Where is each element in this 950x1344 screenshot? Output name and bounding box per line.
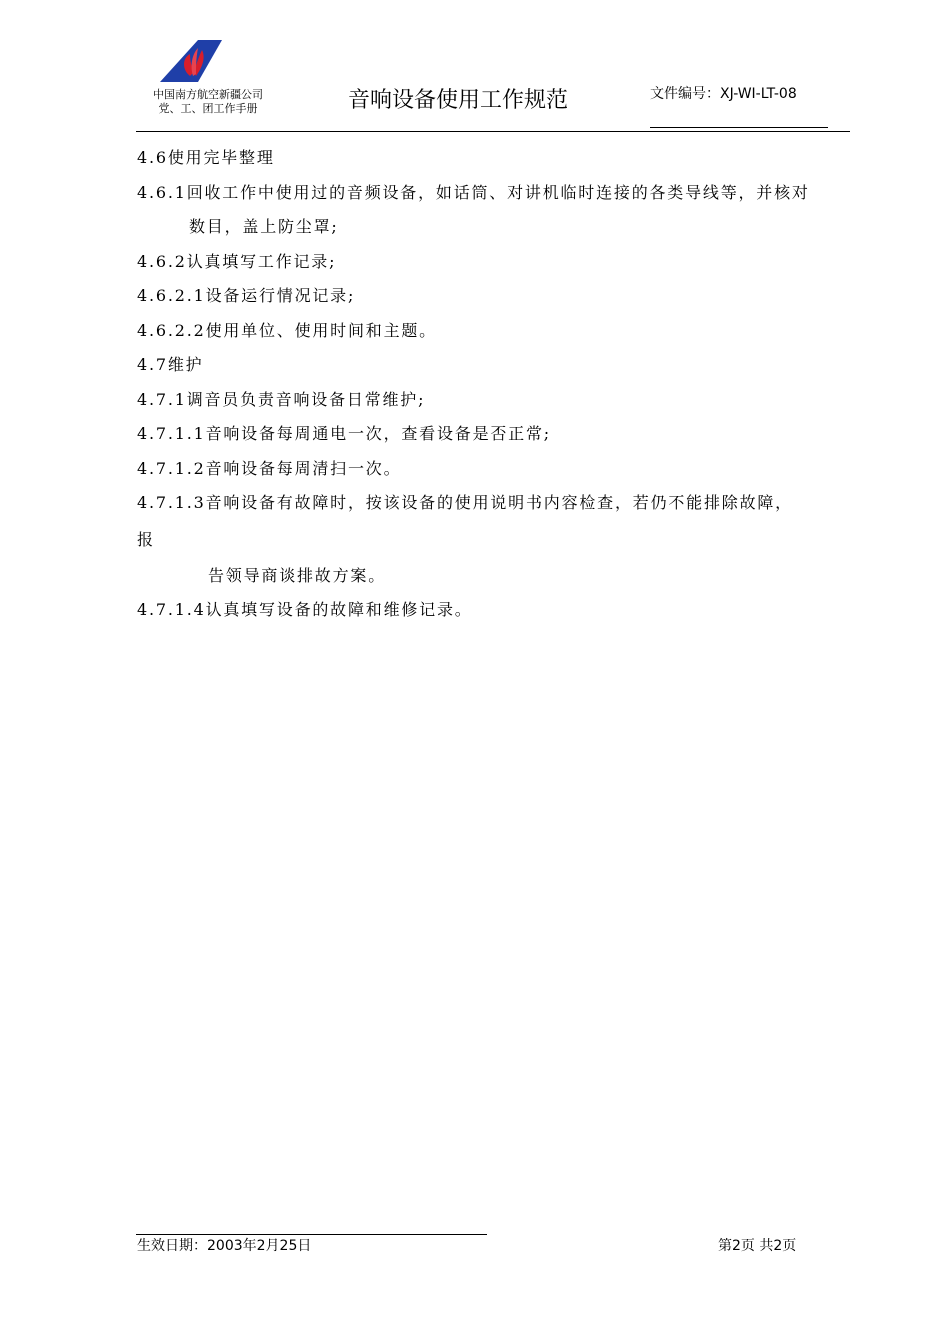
footer-rule: [136, 1234, 487, 1235]
page-number: 第2页 共2页: [718, 1238, 797, 1254]
effective-date: 生效日期：2003年2月25日: [137, 1238, 312, 1254]
company-name: [146, 88, 270, 116]
body-line: 告领导商谈排故方案。: [208, 566, 387, 585]
document-title: 音响设备使用工作规范: [348, 88, 569, 113]
body-line: 4.7.1调音员负责音响设备日常维护;: [137, 390, 426, 409]
body-line: 报: [137, 530, 155, 549]
body-line: 4.7.1.3音响设备有故障时，按该设备的使用说明书内容检查，若仍不能排除故障，: [137, 493, 793, 512]
body-line: 4.7.1.2音响设备每周清扫一次。: [137, 459, 402, 478]
body-line: 4.6使用完毕整理: [137, 148, 275, 167]
company-line-1: 中国南方航空新疆公司: [153, 88, 263, 101]
body-line: 4.6.2认真填写工作记录;: [137, 252, 337, 271]
document-number: 文件编号：XJ-WI-LT-08: [650, 86, 797, 102]
body-line: 4.6.2.1设备运行情况记录;: [137, 286, 356, 305]
company-line-2: 党、工、团工作手册: [158, 102, 258, 115]
body-line: 数目，盖上防尘罩;: [189, 217, 339, 236]
body-line: 4.6.2.2使用单位、使用时间和主题。: [137, 321, 437, 340]
header-rule-short: [650, 127, 828, 128]
body-line: 4.7.1.1音响设备每周通电一次，查看设备是否正常;: [137, 424, 551, 443]
kapok-flower-icon: [160, 40, 222, 82]
body-line: 4.6.1回收工作中使用过的音频设备，如话筒、对讲机临时连接的各类导线等，并核对: [137, 183, 810, 202]
header-rule: [136, 131, 850, 132]
body-line: 4.7.1.4认真填写设备的故障和维修记录。: [137, 600, 473, 619]
body-line: 4.7维护: [137, 355, 204, 374]
